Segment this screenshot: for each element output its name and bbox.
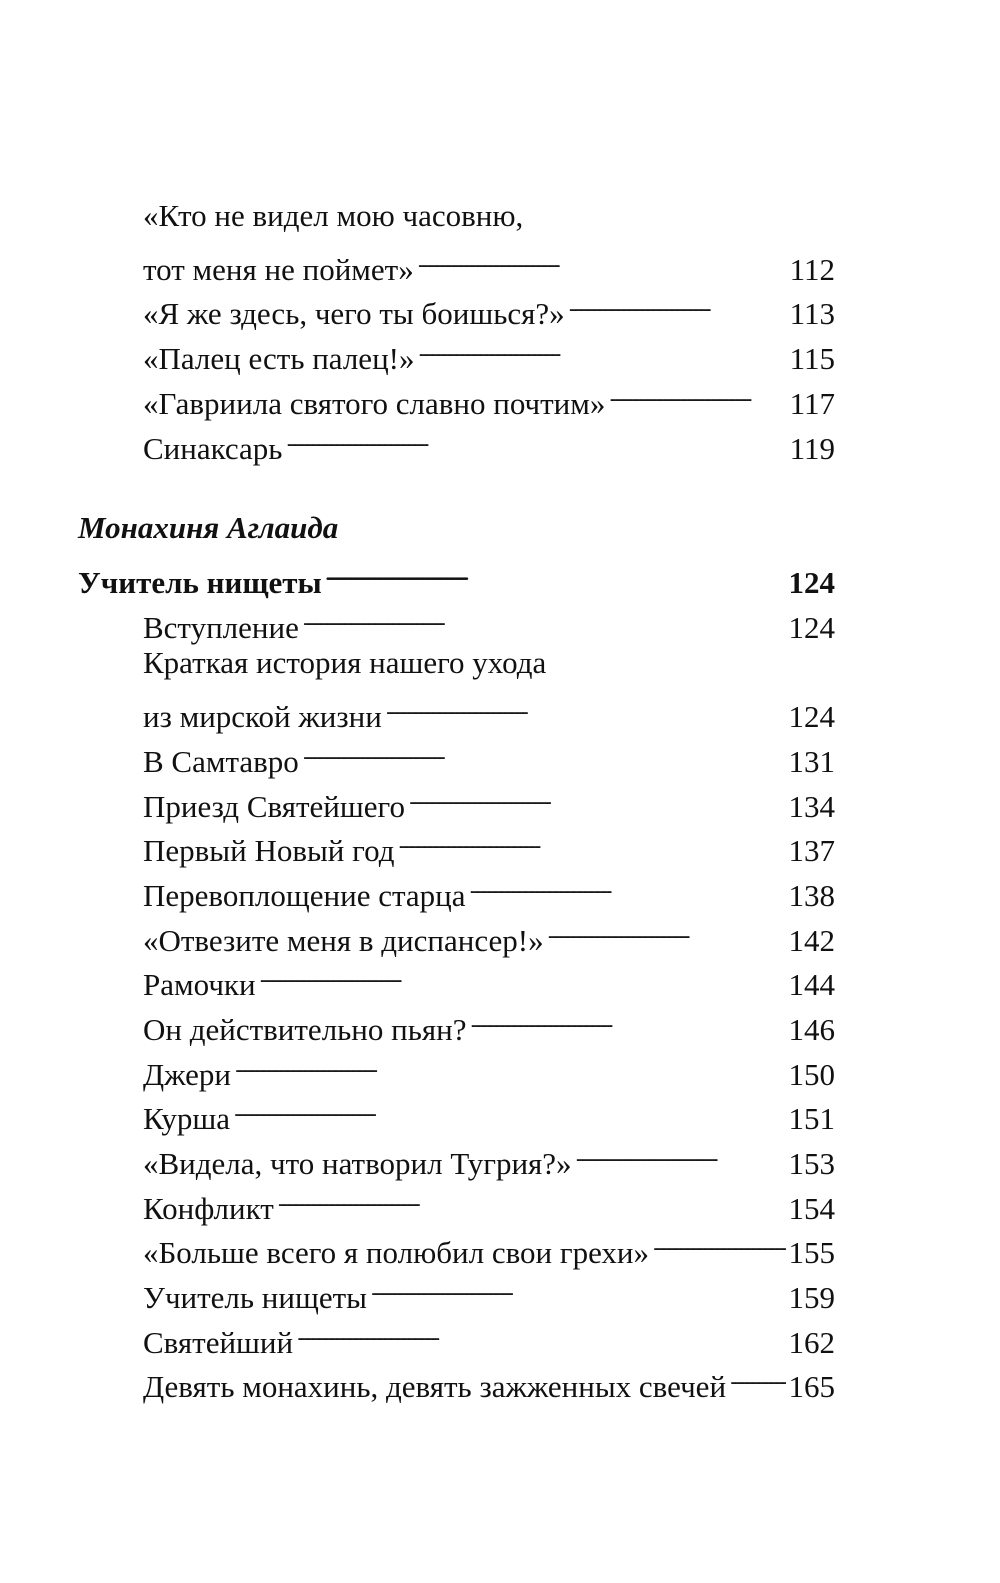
toc-entry-title: Приезд Святейшего — [143, 789, 405, 824]
dot-leader — [303, 732, 786, 772]
toc-entry-title: «Отвезите меня в диспансер!» — [143, 923, 544, 958]
toc-entry-page: 131 — [788, 744, 835, 779]
section-author: Монахиня Аглаида — [78, 510, 339, 545]
toc-entry-title: Перевоплощение старца — [143, 878, 466, 913]
toc-entry-page: 159 — [788, 1280, 835, 1315]
toc-entry-title: тот меня не поймет» — [143, 252, 414, 287]
toc-entry-title: Вступление — [143, 610, 299, 645]
toc-entry — [143, 866, 835, 913]
toc-entry-title: «Видела, что натворил Тугрия?» — [143, 1146, 572, 1181]
dot-leader — [234, 1089, 786, 1129]
dot-leader — [286, 419, 786, 459]
dot-leader — [303, 598, 786, 638]
toc-entry — [143, 1089, 835, 1136]
toc-entry-title: Курша — [143, 1101, 230, 1136]
toc-entry-title: «Больше всего я полюбил свои грехи» — [143, 1235, 650, 1270]
dot-leader — [409, 777, 786, 817]
toc-entry — [143, 955, 835, 1002]
toc-entry-page: 142 — [788, 923, 835, 958]
dot-leader — [260, 955, 786, 995]
toc-entry-line1 — [143, 643, 835, 683]
dot-leader — [569, 284, 787, 324]
toc-entry-line1 — [143, 196, 835, 236]
toc-entry — [143, 1268, 835, 1315]
toc-entry — [143, 777, 835, 824]
toc-entry — [143, 1134, 835, 1181]
toc-entry-title: «Я же здесь, чего ты боишься?» — [143, 296, 565, 331]
toc-entry-page: 113 — [789, 296, 835, 331]
toc-entry-page: 165 — [788, 1369, 835, 1404]
dot-leader — [576, 1134, 786, 1174]
dot-leader — [386, 687, 786, 727]
toc-entry-page: 144 — [788, 967, 835, 1002]
toc-entry — [143, 329, 835, 376]
toc-entry — [143, 1313, 835, 1360]
toc-entry-title: Учитель нищеты — [78, 565, 322, 600]
dot-leader — [470, 1000, 785, 1040]
toc-entry-title: из мирской жизни — [143, 699, 382, 734]
toc-entry — [143, 1179, 835, 1226]
toc-entry-page: 150 — [788, 1057, 835, 1092]
dot-leader — [548, 911, 786, 951]
toc-entry-page: 162 — [788, 1325, 835, 1360]
toc-entry-page: 115 — [789, 341, 835, 376]
dot-leader — [418, 240, 787, 280]
toc-entry-page: 124 — [788, 699, 835, 734]
toc-entry-page: 151 — [788, 1101, 835, 1136]
dot-leader — [609, 374, 786, 414]
toc-entry-title: Первый Новый год — [143, 833, 395, 868]
toc-entry — [143, 821, 835, 868]
toc-entry — [143, 240, 835, 287]
toc-entry — [143, 687, 835, 734]
dot-leader — [371, 1268, 786, 1308]
toc-entry-title: Он действительно пьян? — [143, 1012, 467, 1047]
toc-entry-page: 138 — [788, 878, 835, 913]
toc-entry — [143, 1045, 835, 1092]
dot-leader — [235, 1045, 785, 1085]
dot-leader — [398, 821, 785, 861]
toc-entry — [143, 732, 835, 779]
toc-entry-title: Рамочки — [143, 967, 256, 1002]
dot-leader — [278, 1179, 786, 1219]
toc-entry-page: 146 — [788, 1012, 835, 1047]
toc-entry-page: 137 — [788, 833, 835, 868]
toc-entry — [143, 284, 835, 331]
dot-leader — [730, 1357, 785, 1397]
toc-entry-title: Краткая история нашего ухода — [143, 645, 547, 680]
toc-section-heading — [78, 553, 835, 600]
toc-entry-page: 124 — [788, 565, 835, 600]
toc-entry-title: Святейший — [143, 1325, 294, 1360]
toc-entry-page: 112 — [789, 252, 835, 287]
toc-entry-page: 119 — [789, 431, 835, 466]
toc-entry — [143, 1223, 835, 1270]
toc-entry-title: Синаксарь — [143, 431, 283, 466]
toc-entry-title: Учитель нищеты — [143, 1280, 367, 1315]
toc-entry-title: Девять монахинь, девять зажженных свечей — [143, 1369, 727, 1404]
toc-entry-page: 153 — [788, 1146, 835, 1181]
toc-entry — [143, 419, 835, 466]
toc-entry-page: 124 — [788, 610, 835, 645]
toc-entry-title: Джери — [143, 1057, 232, 1092]
toc-entry-title: Конфликт — [143, 1191, 274, 1226]
toc-entry-title: «Палец есть палец!» — [143, 341, 415, 376]
toc-entry-page: 155 — [788, 1235, 835, 1270]
dot-leader — [297, 1313, 785, 1353]
dot-leader — [653, 1223, 785, 1263]
toc-entry — [143, 598, 835, 645]
toc-entry-title: «Гавриила святого славно почтим» — [143, 386, 606, 421]
toc-entry — [143, 1357, 835, 1404]
dot-leader — [326, 553, 786, 593]
toc-entry-title: «Кто не видел мою часовню, — [143, 198, 524, 233]
toc-entry-title: В Самтавро — [143, 744, 299, 779]
toc-entry-page: 154 — [788, 1191, 835, 1226]
toc-entry — [143, 1000, 835, 1047]
dot-leader — [418, 329, 786, 369]
toc-entry — [143, 911, 835, 958]
dot-leader — [470, 866, 786, 906]
toc-entry — [143, 374, 835, 421]
toc-entry-page: 134 — [788, 789, 835, 824]
toc-entry-page: 117 — [789, 386, 835, 421]
